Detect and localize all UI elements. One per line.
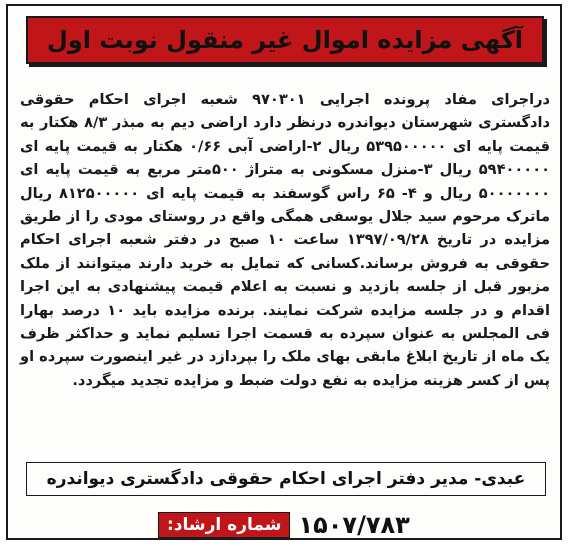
notice-body: دراجرای مفاد پرونده اجرایی ۹۷۰۳۰۱ شعبه اجرای احکام حقوقی دادگستری شهرستان دیواندره درنظر دارد اراضی دیم به مبذر ۸/۳ هکتار به قیمت پایه ای ۵۳۹۵۰۰۰۰۰ ریال ۲-اراضی آبی ۰/۶۶ هکتار به قیمت پایه ای ۵۹۴۰۰۰۰۰ ریال ۳-منزل مسکونی به متراژ ۵۰۰متر مربع به قیمت پایه ای ۵۰۰۰۰۰۰۰ ریال و ۴- ۶۵ راس گوسفند به قیمت پایه ای ۸۱۲۵۰۰۰۰۰ ریال ماترک مرحوم سید جلال یوسفی همگی واقع در روستای مودی را از طریق مزایده در تاریخ ۱۳۹۷/۰۹/۲۸ ساعت ۱۰ صبح در دفتر شعبه اجرای احکام حقوقی به فروش برساند.کسانی که تمایل به خرید دارند میتوانند از ملک مزبور قبل از جلسه بازدید و نسبت به اعلام قیمت پیشنهادی به این اجرا اقدام و در جلسه مزایده شرکت نمایند. برنده مزایده باید ۱۰ درصد بهارا فی المجلس به عنوان سپرده به قسمت اجرا تسلیم نماید و حداکثر ظرف یک ماه از تاریخ ابلاغ مابقی بهای ملک را بپردازد در غیر اینصورت سپرده او پس از کسر هزینه مزایده به نفع دولت ضبط و مزایده تجدید میگردد. (20, 91, 551, 389)
registration-number: ۱۵۰۷/۷۸۳ (298, 511, 410, 539)
notice-title: آگهی مزایده اموال غیر منقول نوبت اول (46, 26, 524, 54)
signature-line: عبدی- مدیر دفتر اجرای احکام حقوقی دادگستری دیواندره (46, 469, 526, 489)
registration-row (158, 510, 408, 540)
signature-box (26, 462, 546, 496)
auction-notice (6, 4, 562, 540)
title-banner (26, 16, 544, 64)
registration-label: شماره ارشاد: (158, 512, 290, 538)
